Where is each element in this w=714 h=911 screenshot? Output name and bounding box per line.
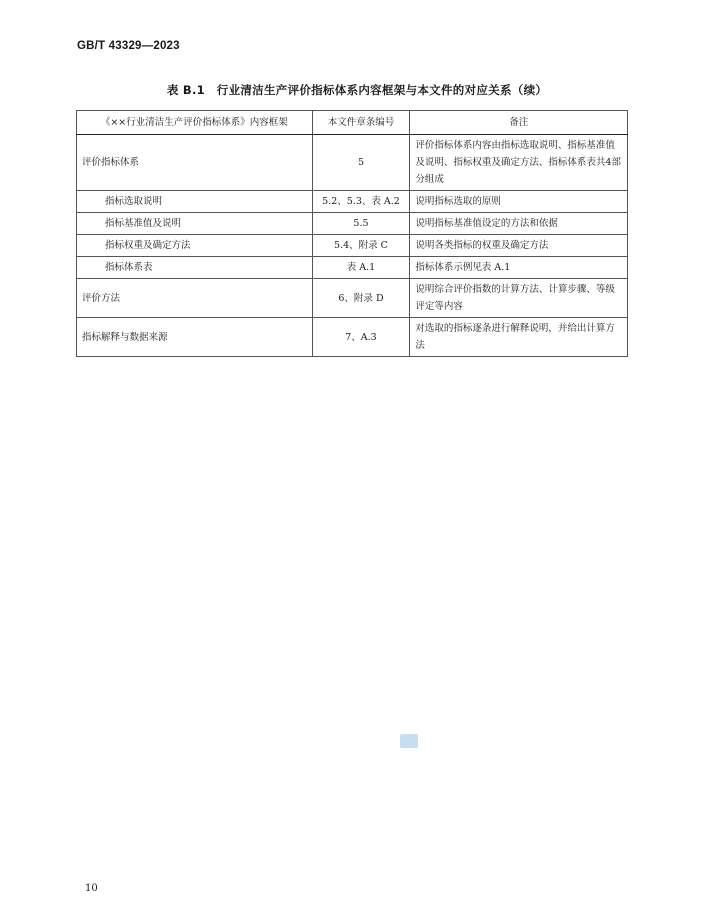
cell-framework: 指标基准值及说明 <box>77 213 313 235</box>
cell-framework: 指标解释与数据来源 <box>77 318 313 357</box>
table-row <box>77 318 628 357</box>
table-row <box>77 213 628 235</box>
cell-note: 指标体系示例见表 A.1 <box>410 257 628 279</box>
table-caption: 表 B.1 行业清洁生产评价指标体系内容框架与本文件的对应关系（续） <box>166 83 548 97</box>
cell-clause: 6、附录 D <box>312 279 410 318</box>
cell-note: 对选取的指标逐条进行解释说明，并给出计算方法 <box>410 318 628 357</box>
correspondence-table <box>76 110 628 357</box>
cell-framework: 指标权重及确定方法 <box>77 235 313 257</box>
table-row <box>77 257 628 279</box>
cell-framework: 评价指标体系 <box>77 135 313 191</box>
cell-framework: 指标体系表 <box>77 257 313 279</box>
cell-framework: 指标选取说明 <box>77 191 313 213</box>
standard-number: GB/T 43329—2023 <box>77 40 180 52</box>
header-framework: 《××行业清洁生产评价指标体系》内容框架 <box>77 111 313 135</box>
header-clause: 本文件章条编号 <box>312 111 410 135</box>
cell-clause: 5.4、附录 C <box>312 235 410 257</box>
cell-framework: 评价方法 <box>77 279 313 318</box>
cell-note: 评价指标体系内容由指标选取说明、指标基准值及说明、指标权重及确定方法、指标体系表共4部分组成 <box>410 135 628 191</box>
cell-note: 说明指标基准值设定的方法和依据 <box>410 213 628 235</box>
table-row <box>77 135 628 191</box>
table-row <box>77 191 628 213</box>
page-number: 10 <box>85 883 98 894</box>
cell-clause: 5 <box>312 135 410 191</box>
cell-note: 说明综合评价指数的计算方法、计算步骤、等级评定等内容 <box>410 279 628 318</box>
cell-clause: 7、A.3 <box>312 318 410 357</box>
cell-note: 说明各类指标的权重及确定方法 <box>410 235 628 257</box>
cell-clause: 表 A.1 <box>312 257 410 279</box>
watermark-logo <box>400 734 418 748</box>
table-row <box>77 279 628 318</box>
table-row <box>77 235 628 257</box>
header-note: 备注 <box>410 111 628 135</box>
cell-clause: 5.2、5.3、表 A.2 <box>312 191 410 213</box>
cell-clause: 5.5 <box>312 213 410 235</box>
table-header-row <box>77 111 628 135</box>
cell-note: 说明指标选取的原则 <box>410 191 628 213</box>
